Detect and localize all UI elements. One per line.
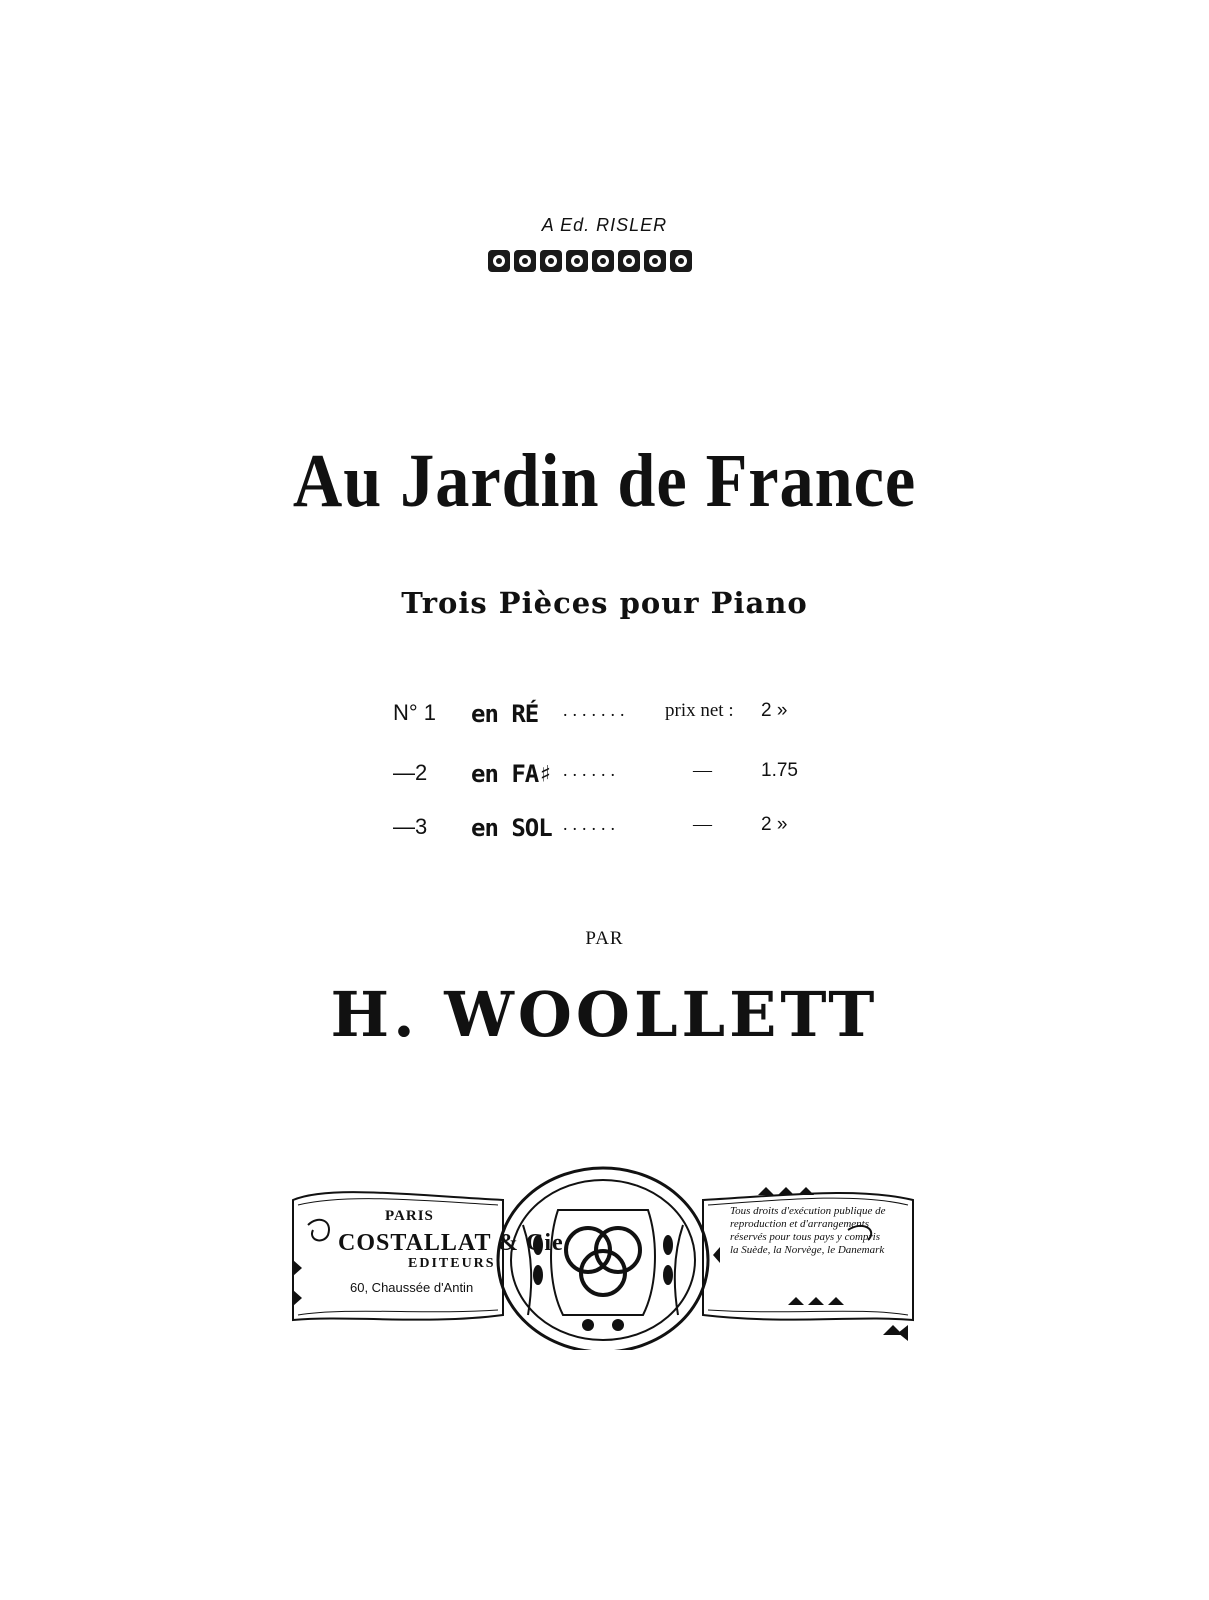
piece-number: —3 (393, 814, 428, 839)
price-label: — (693, 760, 712, 781)
publisher-role: EDITEURS (408, 1256, 496, 1271)
dedication: A Ed. RISLER (541, 215, 668, 235)
ornament-icon (566, 250, 588, 272)
piece-number: N° 1 (393, 700, 437, 725)
ornament-icon (540, 250, 562, 272)
piece-number: —2 (393, 760, 428, 785)
ornament-icon (644, 250, 666, 272)
ornament-icon (670, 250, 692, 272)
price-value: 2 » (761, 814, 788, 835)
ornament-border (488, 250, 692, 272)
piece-leader-dots: ....... (563, 700, 630, 720)
ornament-icon (488, 250, 510, 272)
ornament-icon (514, 250, 536, 272)
by-label: PAR (585, 928, 624, 949)
piece-leader-dots: ...... (563, 760, 620, 780)
piece-leader-dots: ...... (563, 814, 620, 834)
piece-key: en FA♯ (471, 760, 552, 788)
page-title: Au Jardin de France (292, 439, 917, 523)
piece-item-3 (393, 814, 833, 848)
subtitle: Trois Pièces pour Piano (401, 586, 808, 620)
ornament-icon (618, 250, 640, 272)
piece-item-1 (393, 700, 833, 734)
piece-item-2 (393, 760, 833, 794)
publisher-logo (288, 1165, 918, 1350)
price-label: prix net : (665, 700, 734, 721)
piece-key: en SOL (471, 814, 552, 842)
price-label: — (693, 814, 712, 835)
composer-name: H. WOOLLETT (330, 978, 879, 1051)
ornament-icon (592, 250, 614, 272)
publisher-name: COSTALLAT & Cie (338, 1230, 564, 1256)
publisher-city: PARIS (385, 1208, 434, 1224)
price-value: 1.75 (761, 760, 798, 781)
price-value: 2 » (761, 700, 788, 721)
piece-key: en RÉ (471, 700, 539, 728)
rights-notice: Tous droits d'exécution publique de reproduction et d'arrangements réservés pour tous pays y compris la Suède, la Norvège, le Danemark (730, 1205, 886, 1256)
publisher-address: 60, Chaussée d'Antin (350, 1280, 474, 1295)
